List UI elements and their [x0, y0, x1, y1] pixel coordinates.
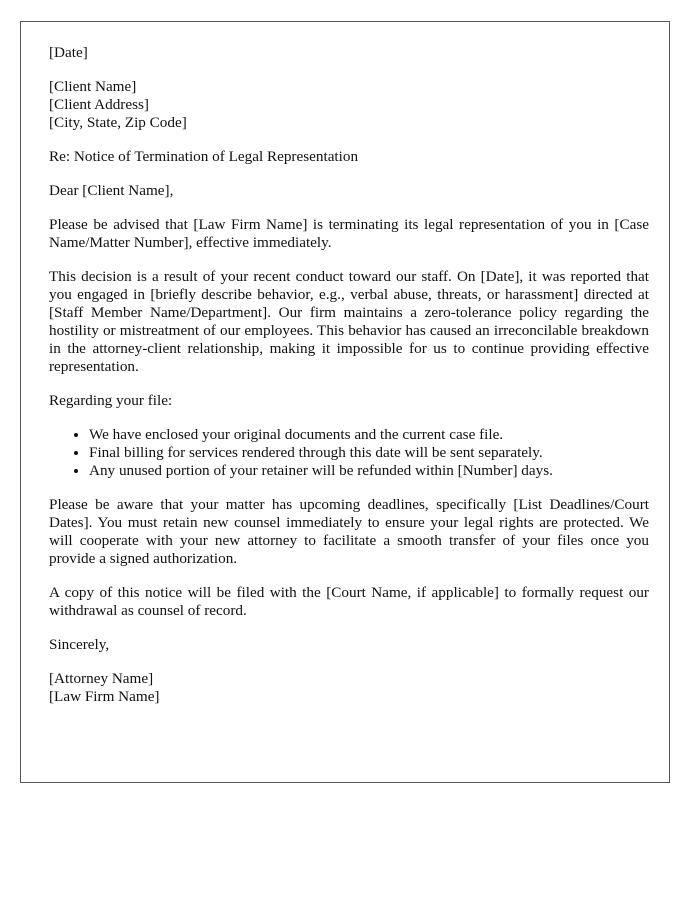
deadlines-paragraph: Please be aware that your matter has upcoming deadlines, specifically [List Deadlines/Court Dates]. You must retain new counsel immediately to ensure your legal rights are protected. We will cooperate with your new attorney to facilitate a smooth transfer of your files once you provide a signed authorization. — [49, 496, 649, 567]
list-item: • Any unused portion of your retainer will be refunded within [Number] days. — [89, 462, 649, 480]
file-heading: Regarding your file: — [49, 392, 173, 409]
recipient-address: [Client Address] — [49, 96, 149, 113]
recipient-address-block — [49, 78, 649, 132]
file-items-list — [49, 426, 649, 480]
list-item: • We have enclosed your original documents and the current case file. — [89, 426, 649, 444]
letter-date: [Date] — [49, 44, 88, 61]
list-item: • Final billing for services rendered through this date will be sent separately. — [89, 444, 649, 462]
intro-paragraph: Please be advised that [Law Firm Name] is terminating its legal representation of you in [Case Name/Matter Number], effective immediately. — [49, 216, 649, 251]
reason-paragraph: This decision is a result of your recent conduct toward our staff. On [Date], it was reported that you engaged in [briefly describe behavior, e.g., verbal abuse, threats, or harassment] directed at [Staff Member Name/Department]. Our firm maintains a zero-tolerance policy regarding the hostility or mistreatment of our employees. This behavior has caused an irreconcilable breakdown in the attorney-client relationship, making it impossible for us to continue providing effective representation. — [49, 268, 649, 375]
recipient-city-state-zip: [City, State, Zip Code] — [49, 114, 187, 131]
law-firm-name: [Law Firm Name] — [49, 688, 160, 705]
recipient-name: [Client Name] — [49, 78, 137, 95]
court-notice-paragraph: A copy of this notice will be filed with the [Court Name, if applicable] to formally request our withdrawal as counsel of record. — [49, 584, 649, 619]
sign-off: Sincerely, — [49, 636, 110, 653]
letter-page — [20, 21, 670, 783]
attorney-name: [Attorney Name] — [49, 670, 154, 687]
salutation: Dear [Client Name], — [49, 182, 174, 199]
subject-line: Re: Notice of Termination of Legal Representation — [49, 148, 359, 165]
signature-block — [49, 670, 649, 706]
